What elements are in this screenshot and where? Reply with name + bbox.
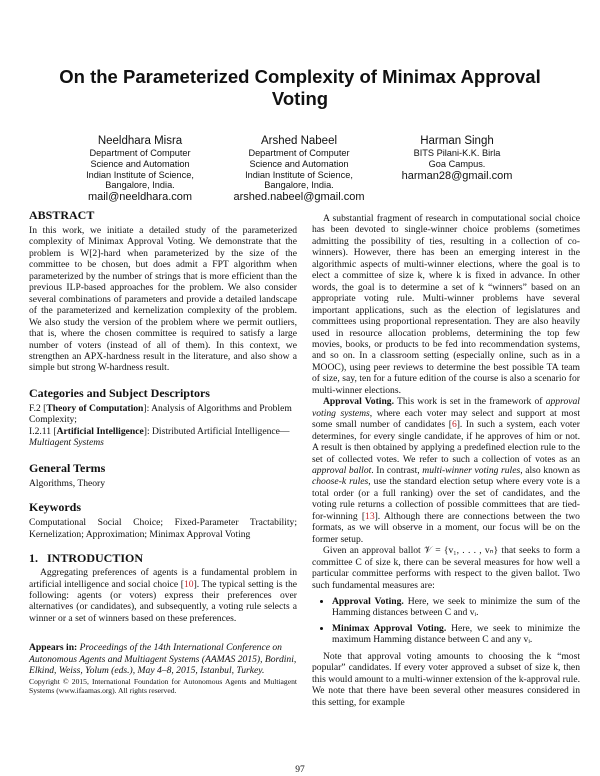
introduction-heading: 1. INTRODUCTION bbox=[29, 551, 144, 566]
list-item-title: Approval Voting. bbox=[332, 595, 404, 607]
category-name: Theory of Computation bbox=[46, 402, 144, 414]
paragraph-heading: Approval Voting. bbox=[323, 396, 394, 408]
citation-link[interactable]: 6 bbox=[451, 419, 457, 431]
category-code: F.2 [ bbox=[29, 402, 47, 414]
affiliation-line: Bangalore, India. bbox=[264, 180, 334, 191]
author-email: harman28@gmail.com bbox=[401, 169, 513, 182]
affiliation-line: Science and Automation bbox=[90, 158, 190, 169]
text-segment: , where each voter may select and support at most some small number of candidates [ bbox=[312, 407, 580, 431]
affiliation-line: Department of Computer bbox=[248, 148, 350, 158]
category-item bbox=[29, 403, 297, 426]
keywords-heading: Keywords bbox=[29, 500, 81, 515]
affiliation-line: Indian Institute of Science, bbox=[86, 169, 194, 180]
author-name: Harman Singh bbox=[420, 135, 494, 147]
intro-paragraph: Given an approval ballot 𝒱 = {v₁, . . . , vₙ} that seeks to form a committee C of size k, there can be several measures for how well a particular committee performs with respect to the given ballot. Two such fundamental measures are: bbox=[312, 545, 580, 591]
affiliation-line: Science and Automation bbox=[249, 158, 349, 169]
author-block bbox=[367, 134, 547, 183]
category-desc: ]: Analysis of Algorithms and Problem Complexity; bbox=[29, 402, 292, 426]
category-name: Artificial Intelligence bbox=[56, 425, 144, 437]
category-desc: ]: Distributed Artificial Intelligence— bbox=[143, 425, 290, 437]
approval-voting-paragraph bbox=[312, 396, 580, 545]
list-item-text: Here, we seek to minimize the sum of the Hamming distances between C and vᵢ. bbox=[332, 595, 581, 619]
text-segment: This work is set in the framework of bbox=[394, 396, 546, 408]
text-segment: , also known as bbox=[520, 464, 580, 476]
list-item bbox=[332, 623, 580, 646]
keywords-text: Computational Social Choice; Fixed-Parameter Tractability; Kernelization; Approximation; Minimax Approval Voting bbox=[29, 517, 297, 540]
author-email: mail@neeldhara.com bbox=[87, 191, 193, 204]
footnote-appears-in bbox=[29, 642, 297, 676]
author-name: Arshed Nabeel bbox=[260, 135, 338, 147]
abstract-heading: ABSTRACT bbox=[29, 208, 95, 222]
text-segment: choose-k rules bbox=[312, 476, 369, 488]
measures-list bbox=[312, 596, 580, 646]
general-terms-text: Algorithms, Theory bbox=[29, 477, 106, 489]
category-subject: Multiagent Systems bbox=[29, 437, 104, 449]
affiliation-line: BITS Pilani-K.K. Birla bbox=[413, 148, 501, 158]
text-segment: ]. The typical setting is the following: agents (or voters) express their preferences over alternatives (or candidates), and subsequently, a voting rule selects a winner or a set of winners based on these preferences. bbox=[29, 578, 297, 624]
text-segment: ]. In such a system, each voter determines, for every single candidate, if he approves of him or not. A result is then obtained by applying a predefined election rule to the set of collected votes. We refer to such a collection of votes as an bbox=[312, 419, 580, 465]
author-name: Neeldhara Misra bbox=[97, 135, 183, 147]
categories-heading: Categories and Subject Descriptors bbox=[29, 385, 210, 400]
author-block bbox=[209, 134, 389, 204]
affiliation-line: Indian Institute of Science, bbox=[245, 169, 353, 180]
copyright-notice: Copyright © 2015, International Foundation for Autonomous Agents and Multiagent Systems (www.ifaamas.org). All rights reserved. bbox=[29, 676, 297, 696]
text-segment: , use the standard election setup where every vote is a total order (or a full ranking) over the set of candidates, and the voting rule returns a collection of possible committees that are tied-for-winning [ bbox=[312, 476, 580, 522]
list-item-text: Here, we seek to minimize the maximum Hamming distance between C and any vᵢ. bbox=[332, 622, 580, 646]
citation-link[interactable]: 13 bbox=[365, 510, 375, 522]
intro-paragraph: A substantial fragment of research in computational social choice has been devoted to single-winner choice problems (sometimes admitting the possibility of ties, resulting in a collection of co-winners). However, there has been an emerging interest in the algorithmic aspects of multi-winner elections, where the goal is to elect a committee of size k, where k is fixed in advance. In other words, the goal is to determine a set of k “winners” based on an appropriate voting rule. Multi-winner problems have several important applications, such as the election of legislatures and committees using proportional representation. They are also heavily used in resource allocation problems, determining the top few movies, books, or products to be fed into recommendation systems, and so on. In a classroom setting (especially online, such as in a MOOC), using peer reviews to determine the best possible TA team of size, say, ten for a future edition of the course is also a scenario for multi-winner elections. bbox=[312, 213, 580, 396]
citation-link[interactable]: 10 bbox=[183, 578, 194, 590]
affiliation-line: Goa Campus. bbox=[428, 158, 486, 169]
intro-paragraph bbox=[29, 567, 297, 624]
text-segment: . In contrast, bbox=[371, 464, 423, 476]
text-segment: ]. Although there are connections between the two formats, as we will observe in a moment, our focus will be on the former setup. bbox=[312, 510, 580, 545]
abstract-text: In this work, we initiate a detailed study of the parameterized complexity of Minimax Approval Voting. We demonstrate that the problem is W[2]-hard when parameterized by the size of the committee to be chosen, but does admit a FPT algorithm when parameterized by the number of strings that is more efficient than the previous ILP-based approaches for the problem. We also consider several combinations of parameters and provide a detailed landscape of the parameterized and kernelization complexity of the problem. We also study the version of the problem where we permit outliers, that is, where the chosen committee is required to satisfy a large number of voters (instead of all of them). In this context, we strengthen an APX-hardness result in the literature, and also show a simple but strong W-hardness result. bbox=[29, 225, 297, 374]
author-email: arshed.nabeel@gmail.com bbox=[233, 191, 365, 204]
text-segment: Aggregating preferences of agents is a fundamental problem in artificial intelligence and social choice [ bbox=[29, 567, 297, 590]
footnote-text: Proceedings of the 14th International Conference on Autonomous Agents and Multiagent Systems (AAMAS 2015), Bordini, Elkind, Weiss, Yolum (eds.), May 4–8, 2015, Istanbul, Turkey. bbox=[29, 642, 297, 677]
affiliation-line: Department of Computer bbox=[89, 148, 191, 158]
list-item-title: Minimax Approval Voting. bbox=[332, 622, 447, 634]
left-column bbox=[29, 208, 297, 696]
category-item bbox=[29, 426, 297, 449]
intro-paragraph: Note that approval voting amounts to choosing the k “most popular” candidates. If every voter approved a subset of size k, then this would amount to a multi-winner extension of the k-approval rule. We note that there have been several other measures considered in this setting, for example bbox=[312, 650, 580, 708]
text-segment: multi-winner voting rules bbox=[422, 464, 521, 476]
affiliation-line: Bangalore, India. bbox=[105, 180, 175, 191]
page-number: 97 bbox=[295, 765, 305, 775]
general-terms-heading: General Terms bbox=[29, 460, 106, 475]
text-segment: approval voting systems bbox=[312, 396, 580, 419]
category-code: I.2.11 [ bbox=[29, 425, 57, 437]
footnote-label: Appears in: bbox=[29, 642, 78, 654]
paper-title: On the Parameterized Complexity of Minimax Approval Voting bbox=[59, 66, 541, 109]
list-item bbox=[332, 596, 580, 619]
text-segment: approval ballot bbox=[312, 464, 372, 476]
right-column bbox=[312, 213, 580, 708]
author-block bbox=[50, 134, 230, 204]
